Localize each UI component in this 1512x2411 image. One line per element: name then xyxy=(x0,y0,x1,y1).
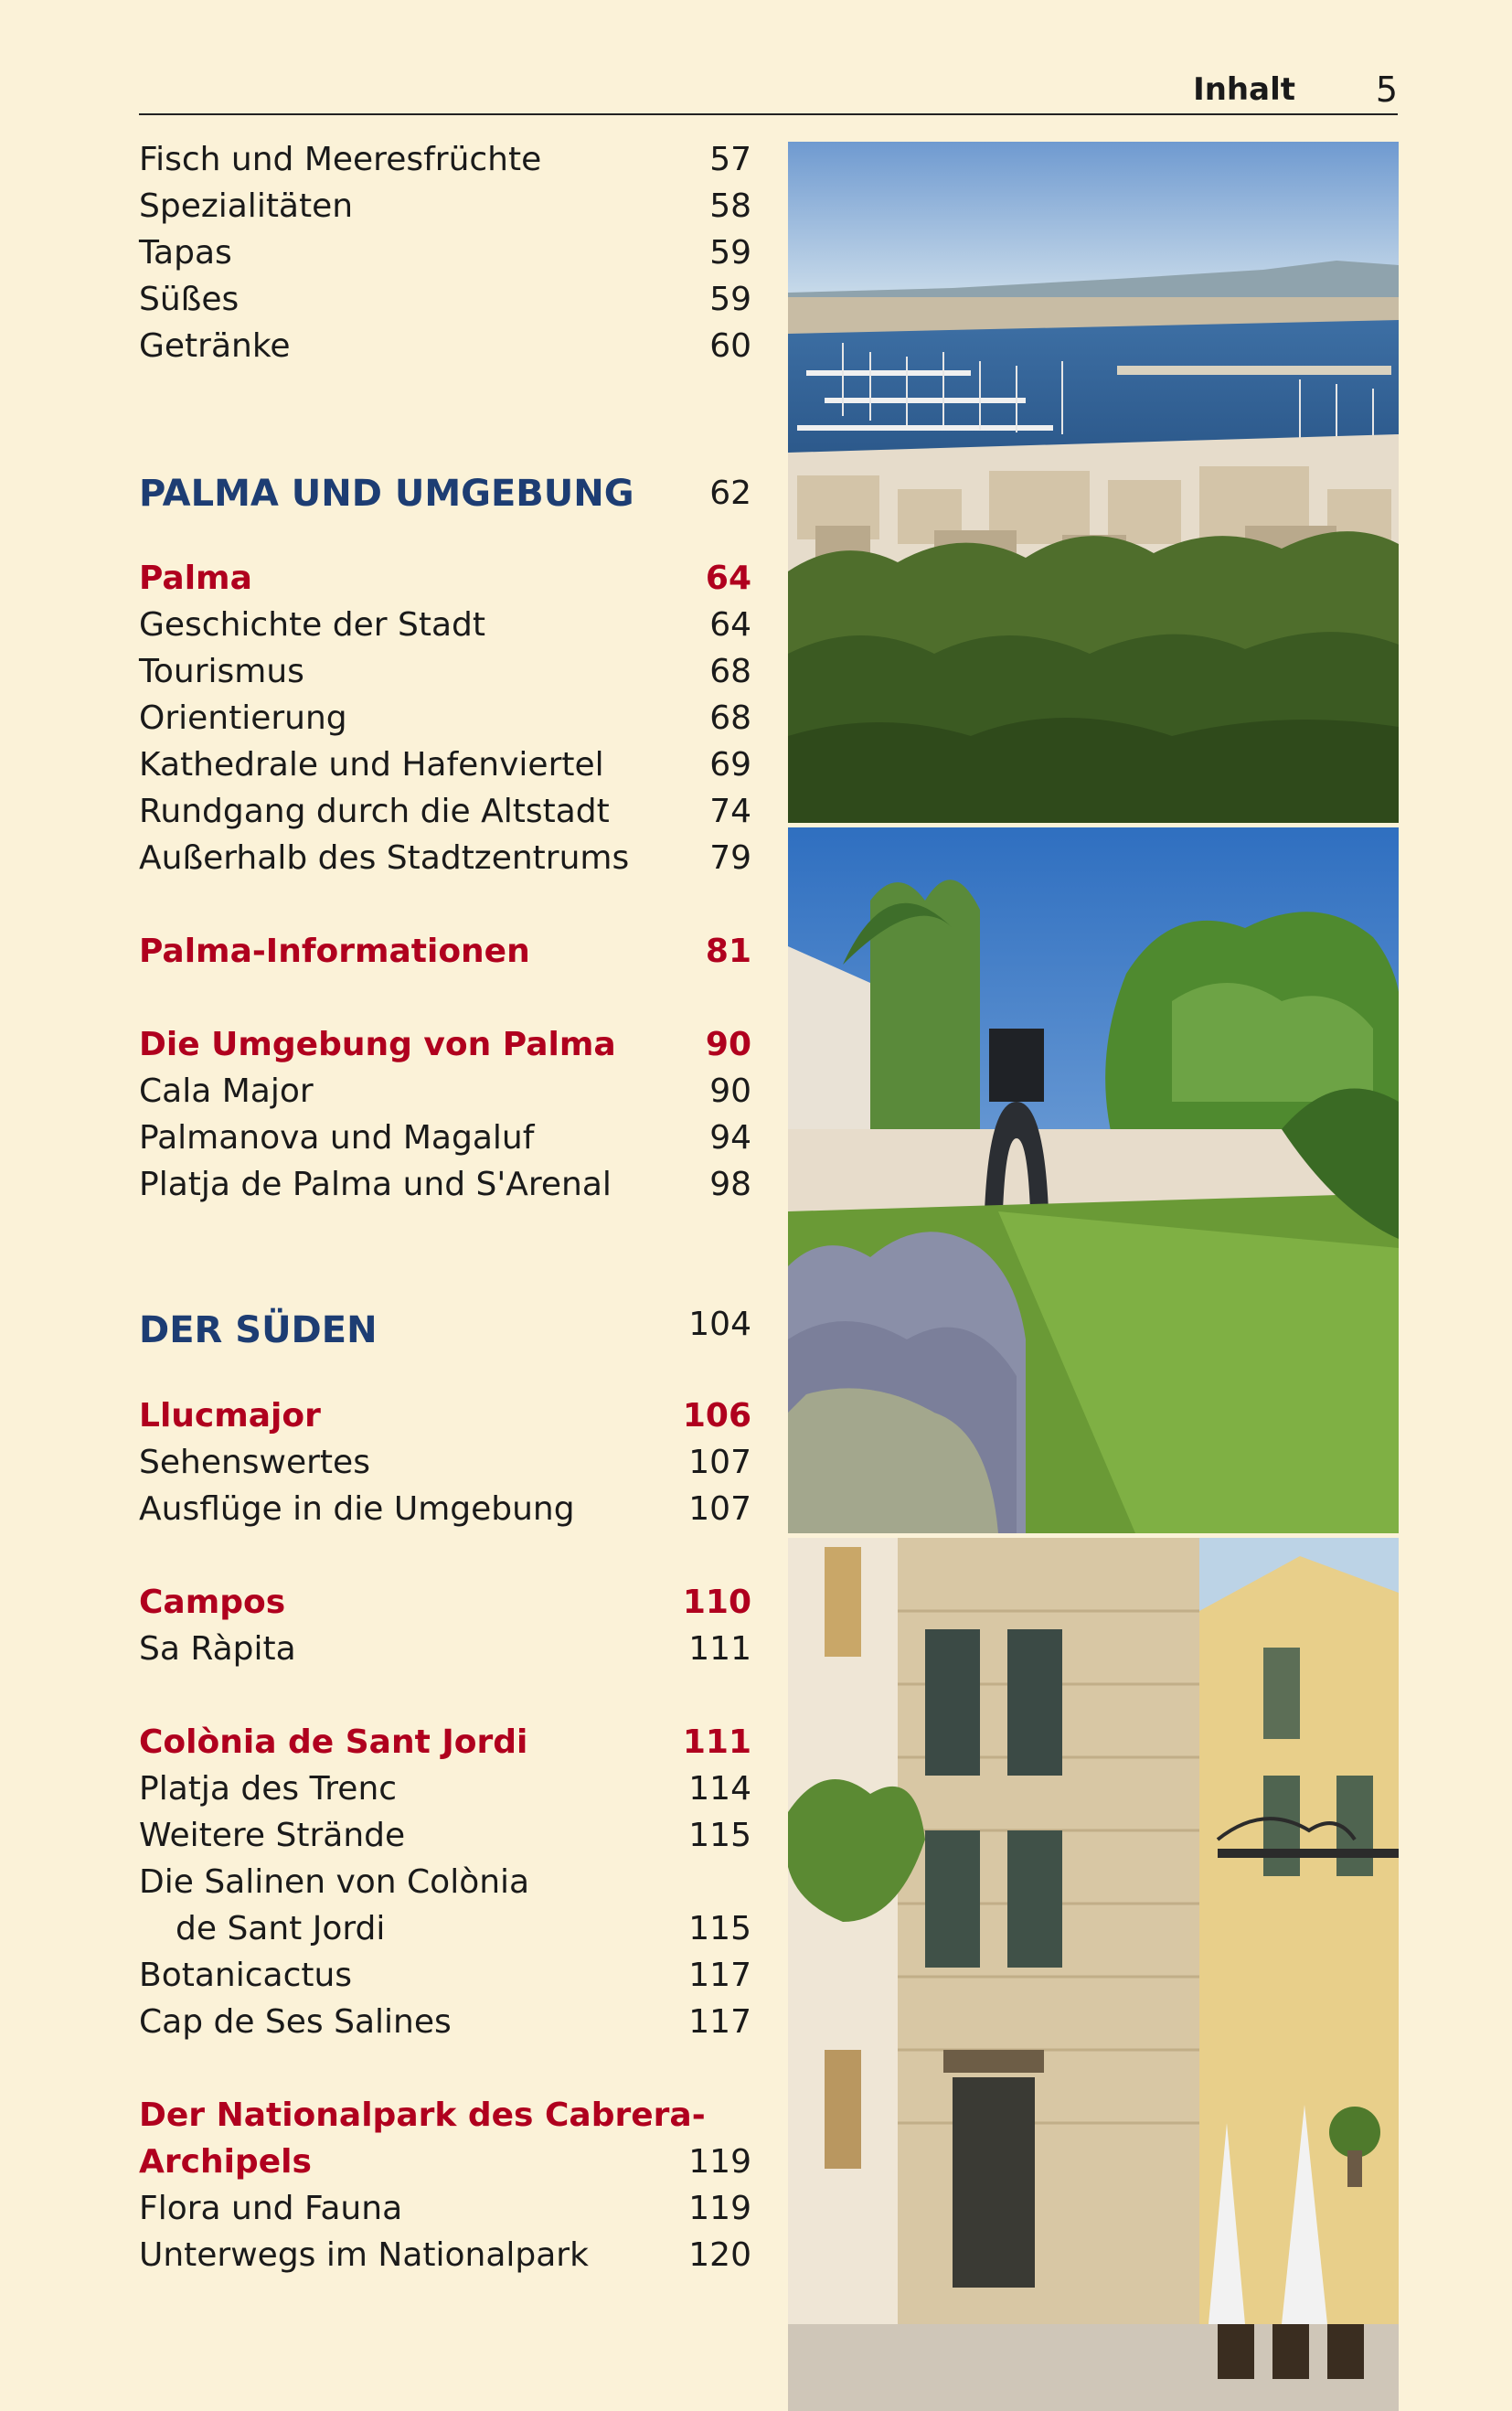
toc-entry[interactable]: Sehenswertes 107 xyxy=(139,1444,751,1481)
toc-entry[interactable]: Cap de Ses Salines 117 xyxy=(139,2003,751,2041)
toc-entry[interactable]: Spezialitäten 58 xyxy=(139,187,751,225)
toc-entry[interactable]: Botanicactus 117 xyxy=(139,1957,751,1994)
toc-entry[interactable]: Weitere Strände 115 xyxy=(139,1817,751,1854)
toc-entry[interactable]: Orientierung 68 xyxy=(139,699,751,737)
toc-section-heading[interactable]: Die Umgebung von Palma 90 xyxy=(139,1026,751,1063)
toc-section-heading[interactable]: Palma 64 xyxy=(139,560,751,597)
toc-section-heading[interactable]: Der Nationalpark des Cabrera- xyxy=(139,2096,706,2134)
toc-entry[interactable]: Kathedrale und Hafenviertel 69 xyxy=(139,746,751,784)
toc-entry[interactable]: Cala Major 90 xyxy=(139,1072,751,1110)
toc-entry[interactable]: Ausflüge in die Umgebung 107 xyxy=(139,1490,751,1528)
toc-section-heading[interactable]: Archipels 119 xyxy=(139,2143,751,2181)
page-header xyxy=(139,66,1398,115)
toc-entry[interactable]: Rundgang durch die Altstadt 74 xyxy=(139,793,751,830)
page-number: 5 xyxy=(1375,69,1398,110)
toc-entry[interactable]: Sa Ràpita 111 xyxy=(139,1630,751,1668)
toc-section-heading[interactable]: Palma-Informationen 81 xyxy=(139,933,751,970)
toc-entry[interactable]: Süßes 59 xyxy=(139,281,751,318)
village-street-photo xyxy=(788,1538,1399,2411)
toc-chapter-heading[interactable]: PALMA UND UMGEBUNG 62 xyxy=(139,473,751,515)
toc-entry[interactable]: Außerhalb des Stadtzentrums 79 xyxy=(139,839,751,877)
toc-entry[interactable]: de Sant Jordi 115 xyxy=(176,1910,751,1947)
toc-entry[interactable]: Fisch und Meeresfrüchte 57 xyxy=(139,141,751,178)
toc-entry[interactable]: Flora und Fauna 119 xyxy=(139,2190,751,2227)
garden-photo xyxy=(788,827,1399,1533)
toc-section-heading[interactable]: Llucmajor 106 xyxy=(139,1397,751,1435)
toc-entry[interactable]: Tapas 59 xyxy=(139,234,751,272)
running-head-section: Inhalt xyxy=(1193,71,1295,108)
toc-entry[interactable]: Platja de Palma und S'Arenal 98 xyxy=(139,1166,751,1203)
toc-entry[interactable]: Tourismus 68 xyxy=(139,653,751,690)
toc-section-heading[interactable]: Colònia de Sant Jordi 111 xyxy=(139,1723,751,1761)
toc-entry[interactable]: Getränke 60 xyxy=(139,327,751,365)
toc-section-heading[interactable]: Campos 110 xyxy=(139,1584,751,1621)
toc-entry[interactable]: Geschichte der Stadt 64 xyxy=(139,606,751,644)
toc-chapter-heading[interactable]: DER SÜDEN 104 xyxy=(139,1306,751,1351)
toc-entry[interactable]: Palmanova und Magaluf 94 xyxy=(139,1119,751,1157)
harbour-photo xyxy=(788,142,1399,823)
toc-entry[interactable]: Platja des Trenc 114 xyxy=(139,1770,751,1808)
toc-entry[interactable]: Unterwegs im Nationalpark 120 xyxy=(139,2236,751,2274)
toc-entry[interactable]: Die Salinen von Colònia xyxy=(139,1863,530,1901)
